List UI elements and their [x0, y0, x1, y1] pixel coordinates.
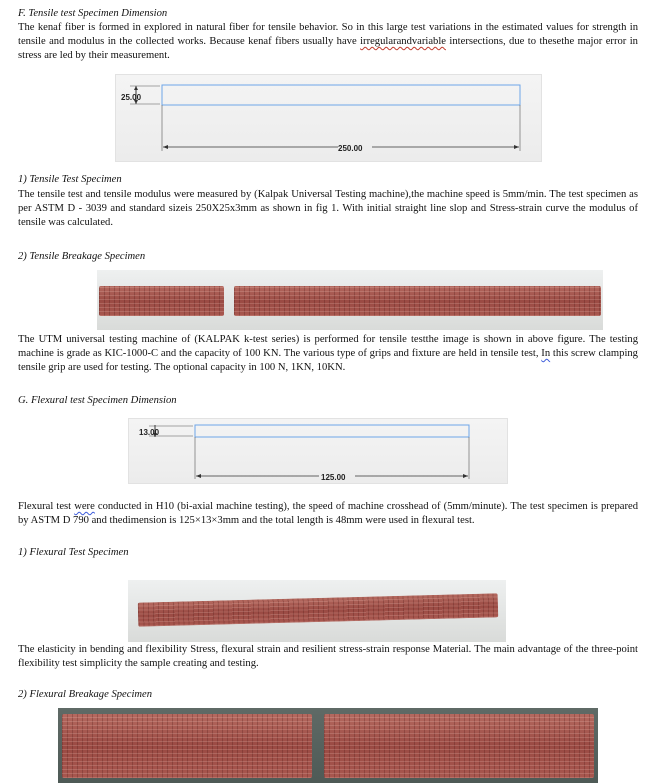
section-g-heading: G. Flexural test Specimen Dimension	[18, 395, 177, 406]
utm-paragraph	[18, 333, 638, 375]
broken-specimen-piece-right	[234, 286, 601, 316]
flexural-specimen-photo	[128, 580, 506, 642]
flexural-length-label: 125.00	[321, 473, 346, 482]
flexural-broken-piece-left	[62, 714, 312, 778]
flexural-dimension-svg	[129, 419, 507, 483]
flexural-dimension-drawing	[128, 418, 508, 484]
flexural-height-label: 13.00	[139, 428, 160, 437]
utm-text-1: The UTM universal testing machine of (KALPAK k-test series) is performed for tensile testthe image is shown in above figure. The testing machine is grade as KIC-1000-C and the capacity of 100 KN. The various type of grips and fixture are held in tensile test,	[18, 334, 638, 359]
height-arrow-top	[134, 86, 138, 90]
flexural-breakage-heading: 2) Flexural Breakage Specimen	[18, 689, 153, 700]
flexural-test-specimen-heading: 1) Flexural Test Specimen	[18, 547, 129, 558]
grammar-flag-word-were[interactable]: were	[74, 501, 95, 512]
flexural-test-paragraph	[18, 500, 638, 528]
flex-text-2: conducted in H10 (bi-axial machine testing), the speed of machine crosshead of (5mm/minute). The test specimen is prepared by ASTM D 790 and thedimension is 125×13×3mm and the total length is 48mm were used in flexural test.	[18, 501, 638, 526]
tensile-test-specimen-heading: 1) Tensile Test Specimen	[18, 174, 122, 185]
elasticity-paragraph: The elasticity in bending and flexibility Stress, flexural strain and resilient stress-strain response Material. The main advantage of the three-point flexibility test simplicity the sample creating and testing.	[18, 644, 638, 669]
tensile-test-paragraph: The tensile test and tensile modulus were measured by (Kalpak Universal Testing machine),the machine speed is 5mm/min. The test specimen as per ASTM D - 3039 and standard sizeis 250X25x3mm as shown in fig 1. With initial straight line slop and Stress-strain curve the modulus of tensile was calculated.	[18, 189, 638, 228]
grammar-flag-word[interactable]: In	[541, 348, 551, 359]
spelling-flag-word[interactable]: irregularandvariable	[360, 36, 446, 47]
tensile-breakage-photo	[97, 270, 603, 330]
tensile-length-label: 250.00	[338, 144, 363, 153]
kenaf-intro-text-2: intersections, due to thesethe major error in stress are led by their measurement.	[18, 36, 638, 61]
tensile-specimen-outline	[162, 85, 520, 105]
tensile-height-label: 25.00	[121, 93, 142, 102]
flex-length-arrow-left	[196, 474, 201, 478]
broken-specimen-piece-left	[99, 286, 224, 316]
length-arrow-left	[163, 145, 168, 149]
flexural-specimen-outline	[195, 425, 469, 437]
section-f-heading: F. Tensile test Specimen Dimension	[18, 8, 168, 19]
kenaf-intro-paragraph	[18, 21, 638, 63]
tensile-dimension-svg	[116, 75, 541, 161]
flexural-breakage-photo	[58, 708, 598, 783]
kenaf-intro-text-1: The kenaf fiber is formed in explored in natural fiber for tensile behavior. So in this large test variations in the estimated values for strength in tensile and modulus in the collected works. Because kenaf fibers usually have	[18, 22, 638, 47]
tensile-dimension-drawing	[115, 74, 542, 162]
tensile-breakage-heading: 2) Tensile Breakage Specimen	[18, 251, 146, 262]
flex-length-arrow-right	[463, 474, 468, 478]
utm-text-2: this screw clamping tensile grip are used for testing. The optional capacity in 100 N, 1KN, 10KN.	[18, 348, 638, 373]
length-arrow-right	[514, 145, 519, 149]
flex-text-1: Flexural test	[18, 501, 75, 512]
flexural-specimen-strip	[138, 593, 499, 626]
flexural-broken-piece-right	[324, 714, 594, 778]
